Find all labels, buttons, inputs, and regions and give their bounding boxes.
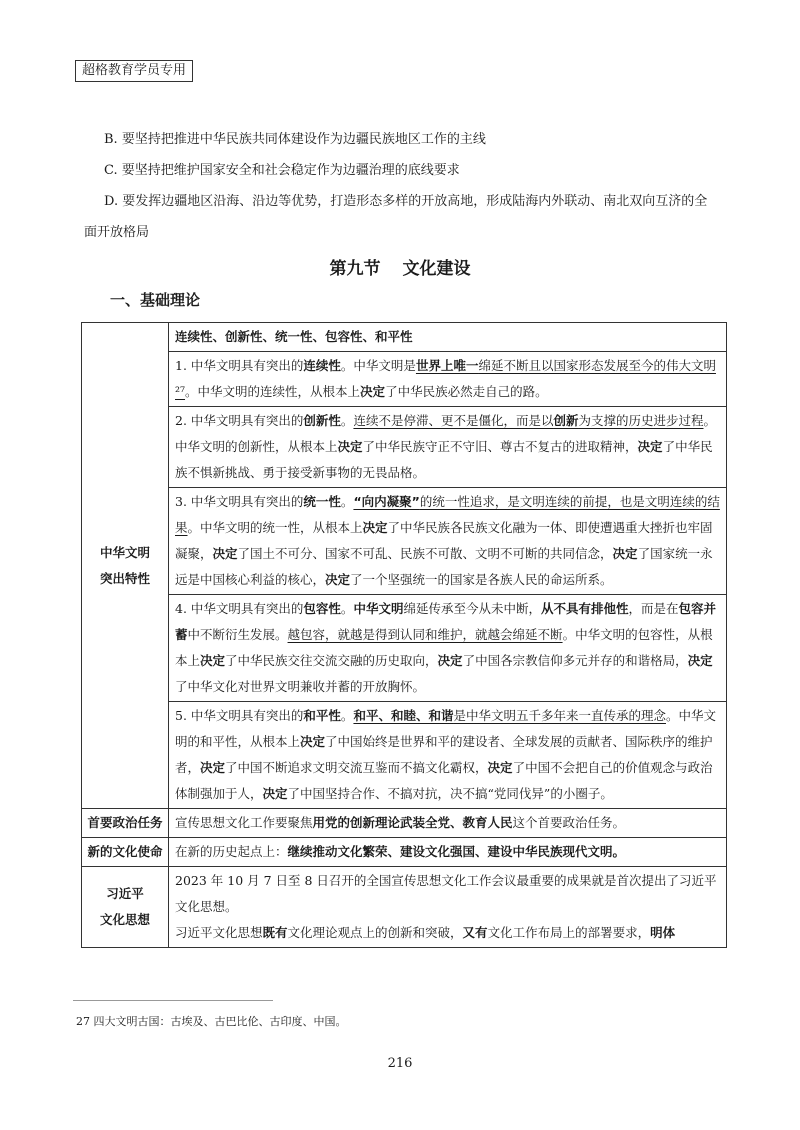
- table-row: [82, 352, 727, 407]
- option-c: C. 要坚持把维护国家安全和社会稳定作为边疆治理的底线要求: [104, 163, 460, 178]
- table-row: [82, 809, 727, 838]
- label-line: 习近平: [106, 886, 144, 901]
- row-label-civilization-traits: [82, 323, 169, 809]
- answer-options: [84, 124, 734, 248]
- trait-unity: 3. 中华文明具有突出的统一性。“向内凝聚”的统一性追求，是文明连续的前提，也是文明连续的结果。中华文明的统一性，从根本上决定了中华民族各民族文化融为一体、即使遭遇重大挫折也牢固凝聚，决定了国土不可分、国家不可乱、民族不可散、文明不可断的共同信念，决定了国家统一永远是中国核心利益的核心，决定了一个坚强统一的国家是各族人民的命运所系。: [169, 488, 727, 595]
- trait-continuity: 1. 中华文明具有突出的连续性。中华文明是世界上唯一绵延不断且以国家形态发展至今的伟大文明²⁷。中华文明的连续性，从根本上决定了中华民族必然走自己的路。: [169, 352, 727, 407]
- option-d-continued: 面开放格局: [84, 225, 150, 240]
- section-title: [0, 254, 800, 279]
- page-number: 216: [387, 1056, 413, 1071]
- table-row: [82, 838, 727, 867]
- political-task-content: 宣传思想文化工作要聚焦用党的创新理论武装全党、教育人民这个首要政治任务。: [169, 809, 727, 838]
- footnote-divider: [73, 1000, 273, 1001]
- cultural-mission-content: 在新的历史起点上：继续推动文化繁荣、建设文化强国、建设中华民族现代文明。: [169, 838, 727, 867]
- row-label-cultural-mission: 新的文化使命: [82, 838, 169, 867]
- section-number: 第九节: [329, 259, 381, 279]
- xi-culture-thought-content: 2023 年 10 月 7 日至 8 日召开的全国宣传思想文化工作会议最重要的成果就是首次提出了习近平文化思想。 习近平文化思想既有文化理论观点上的创新和突破，又有文化工作布局上的部署要求，明体: [169, 867, 727, 948]
- trait-peacefulness: 5. 中华文明具有突出的和平性。和平、和睦、和谐是中华文明五千多年来一直传承的理念。中华文明的和平性，从根本上决定了中国始终是世界和平的建设者、全球发展的贡献者、国际秩序的维护者，决定了中国不断追求文明交流互鉴而不搞文化霸权，决定了中国不会把自己的价值观念与政治体制强加于人，决定了中国坚持合作、不搞对抗，决不搞“党同伐异”的小圈子。: [169, 702, 727, 809]
- sub-heading: 一、基础理论: [110, 291, 201, 309]
- table-row: [82, 323, 727, 352]
- label-line: 文化思想: [99, 912, 150, 927]
- row-label-xi-culture-thought: [82, 867, 169, 948]
- traits-header: 连续性、创新性、统一性、包容性、和平性: [169, 323, 727, 352]
- row-label-political-task: 首要政治任务: [82, 809, 169, 838]
- option-d: D. 要发挥边疆地区沿海、沿边等优势，打造形态多样的开放高地，形成陆海内外联动、南北双向互济的全: [104, 194, 708, 209]
- table-row: [82, 407, 727, 488]
- trait-inclusiveness: 4. 中华文明具有突出的包容性。中华文明绵延传承至今从未中断，从不具有排他性，而是在包容并蓄中不断衍生发展。越包容，就越是得到认同和维护，就越会绵延不断。中华文明的包容性，从根本上决定了中华民族交往交流交融的历史取向，决定了中国各宗教信仰多元并存的和谐格局，决定了中华文化对世界文明兼收并蓄的开放胸怀。: [169, 595, 727, 702]
- label-line: 突出特性: [99, 570, 150, 586]
- theory-table: [81, 322, 727, 948]
- label-line: 中华文明: [99, 544, 150, 560]
- trait-innovation: 2. 中华文明具有突出的创新性。连续不是停滞、更不是僵化，而是以创新为支撑的历史进步过程。中华文明的创新性，从根本上决定了中华民族守正不守旧、尊古不复古的进取精神，决定了中华民族不惧新挑战、勇于接受新事物的无畏品格。: [169, 407, 727, 488]
- footnote: 27 四大文明古国：古埃及、古巴比伦、古印度、中国。: [76, 1015, 347, 1028]
- table-row: [82, 488, 727, 595]
- table-row: [82, 702, 727, 809]
- section-name: 文化建设: [402, 259, 471, 279]
- table-row: [82, 595, 727, 702]
- table-row: [82, 867, 727, 948]
- watermark-label: 超格教育学员专用: [75, 60, 193, 82]
- option-b: B. 要坚持把推进中华民族共同体建设作为边疆民族地区工作的主线: [104, 132, 486, 147]
